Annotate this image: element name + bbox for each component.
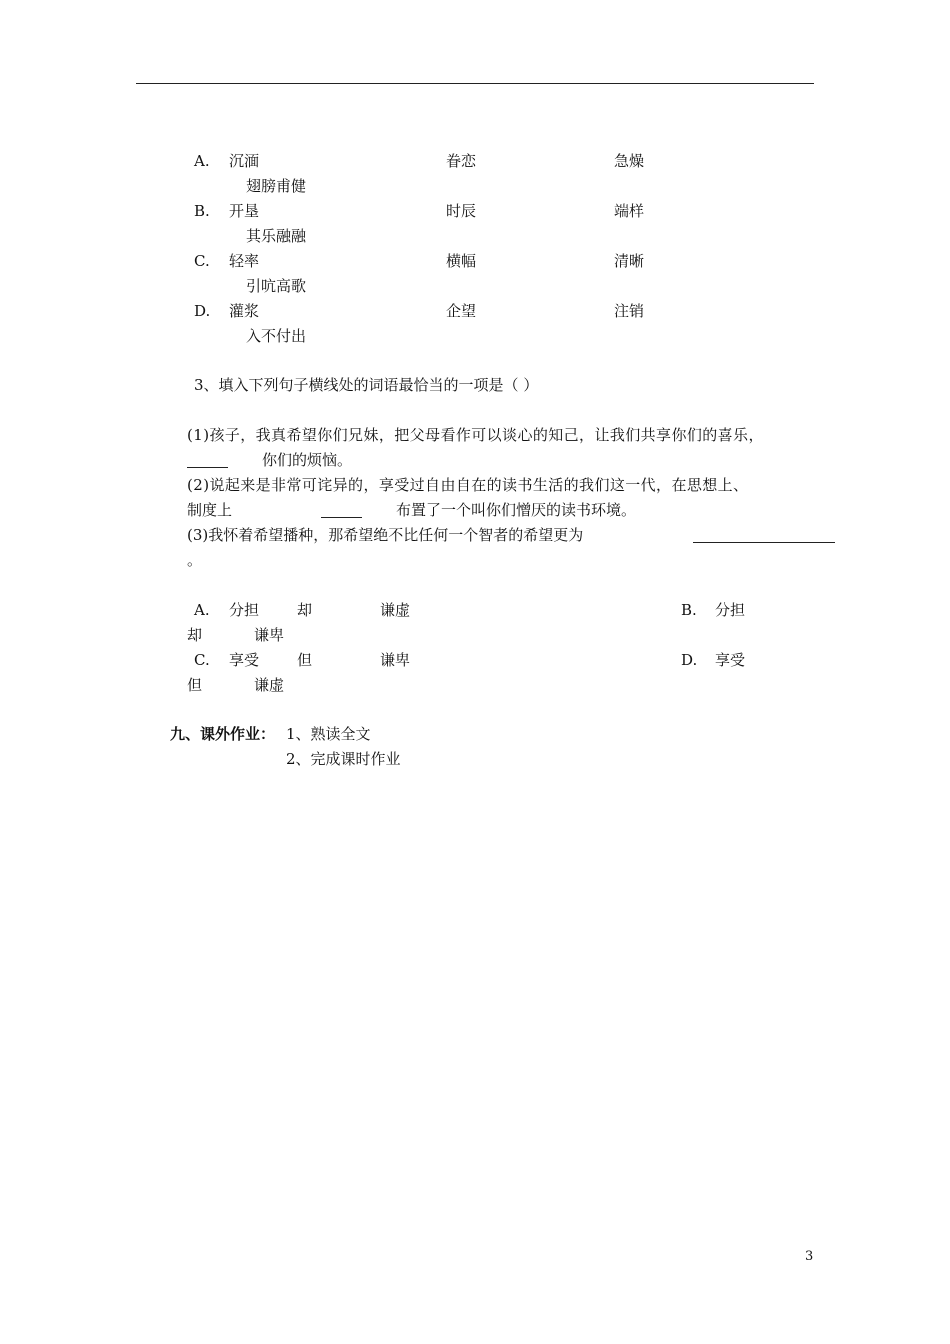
option-letter: A. (194, 152, 210, 170)
answer-word: 分担 (715, 601, 746, 619)
sentence-3-end: 。 (187, 551, 203, 569)
answer-word: 却 (297, 601, 313, 619)
option-word: 眷恋 (446, 152, 477, 170)
option-word: 轻率 (229, 252, 260, 270)
sentence-1: (1)孩子，我真希望你们兄妹，把父母看作可以谈心的知己，让我们共享你们的喜乐， (187, 426, 764, 444)
answer-word: 享受 (229, 651, 260, 669)
question-3-title: 3、填入下列句子横线处的词语最恰当的一项是（ ） (194, 376, 539, 394)
homework-heading: 九、课外作业： (170, 725, 276, 743)
option-word: 横幅 (446, 252, 477, 270)
option-word: 注销 (614, 302, 645, 320)
answer-word: 谦卑 (254, 626, 285, 644)
header-rule (136, 83, 814, 84)
answer-letter: A. (194, 601, 210, 619)
option-word: 急燥 (614, 152, 645, 170)
sentence-2: (2)说起来是非常可诧异的，享受过自由自在的读书生活的我们这一代，在思想上、 (187, 476, 749, 494)
homework-item: 2、完成课时作业 (286, 750, 401, 768)
option-word: 清晰 (614, 252, 645, 270)
sentence-2-mid: 制度上 (187, 501, 233, 519)
fill-blank (187, 467, 228, 468)
option-word: 时辰 (446, 202, 477, 220)
option-letter: D. (194, 302, 211, 320)
answer-word: 谦虚 (380, 601, 411, 619)
answer-word: 但 (187, 676, 203, 694)
option-word: 灌浆 (229, 302, 260, 320)
answer-word: 谦虚 (254, 676, 285, 694)
answer-letter: D. (681, 651, 698, 669)
option-word: 开垦 (229, 202, 260, 220)
answer-letter: B. (681, 601, 697, 619)
answer-word: 分担 (229, 601, 260, 619)
sentence-3: (3)我怀着希望播种，那希望绝不比任何一个智者的希望更为 (187, 526, 584, 544)
option-word: 企望 (446, 302, 477, 320)
homework-item: 1、熟读全文 (286, 725, 371, 743)
option-letter: C. (194, 252, 210, 270)
option-idiom: 其乐融融 (246, 227, 307, 245)
answer-letter: C. (194, 651, 210, 669)
answer-word: 却 (187, 626, 203, 644)
sentence-1-end: 你们的烦恼。 (262, 451, 353, 469)
option-idiom: 翅膀甫健 (246, 177, 307, 195)
answer-word: 享受 (715, 651, 746, 669)
answer-word: 但 (297, 651, 313, 669)
fill-blank (693, 542, 835, 543)
page-number: 3 (805, 1249, 814, 1264)
option-idiom: 引吭高歌 (246, 277, 307, 295)
sentence-2-end: 布置了一个叫你们憎厌的读书环境。 (396, 501, 637, 519)
option-word: 端样 (614, 202, 645, 220)
option-idiom: 入不付出 (246, 327, 307, 345)
answer-word: 谦卑 (380, 651, 411, 669)
option-word: 沉湎 (229, 152, 260, 170)
option-letter: B. (194, 202, 210, 220)
fill-blank (321, 517, 362, 518)
